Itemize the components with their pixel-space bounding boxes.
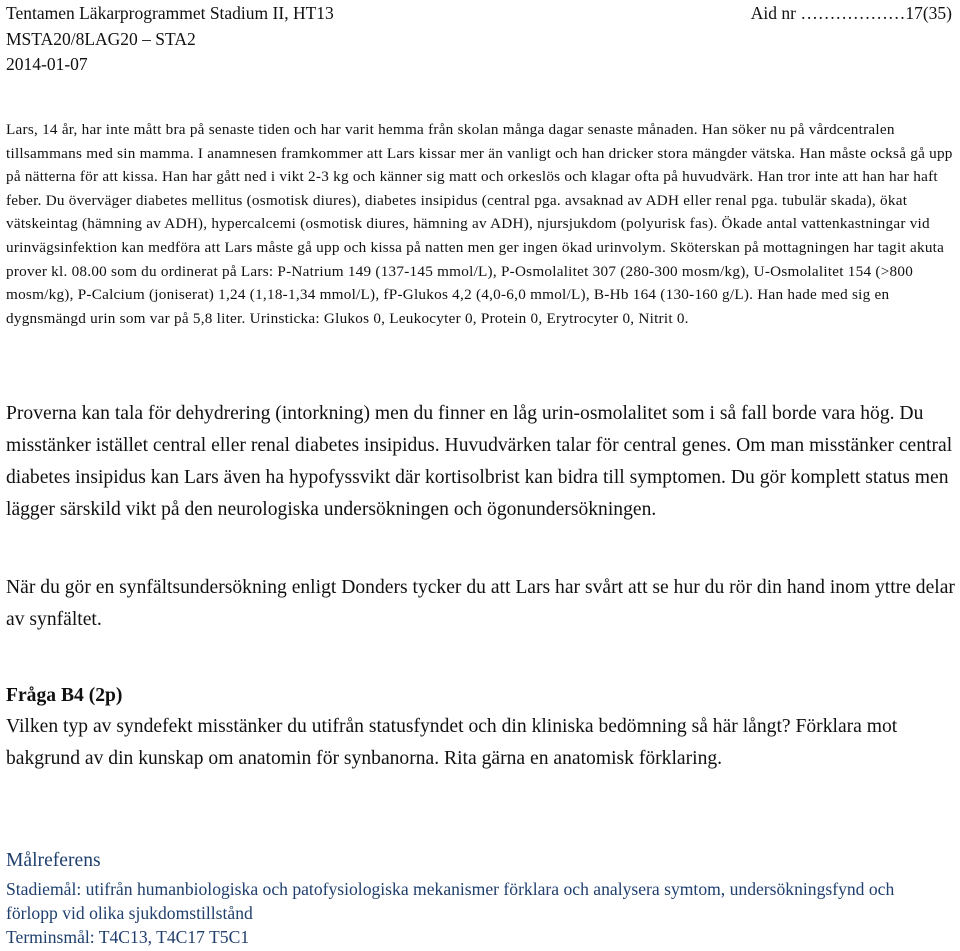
question-text: Vilken typ av syndefekt misstänker du utifrån statusfyndet och din kliniska bedömning så här långt? Förklara mot bakgrund av din kunskap om anatomin för synbanorna. Rita gärna en anatomisk förklaring. xyxy=(6,716,898,769)
goal-heading: Målreferens xyxy=(6,850,101,871)
paragraph-assessment: Proverna kan tala för dehydrering (intorkning) men du finner en låg urin-osmolalitet som i så fall borde vara hög. Du misstänker istället central eller renal diabetes insipidus. Huvudvärken talar för central genes. Om man misstänker central diabetes insipidus kan Lars även ha hypofyssvikt där kortisolbrist kan bidra till symptomen. Du gör komplett status men lägger särskild vikt på den neurologiska undersökningen och ögonundersökningen. xyxy=(6,403,953,520)
paragraph-visual-field: När du gör en synfältsundersökning enligt Donders tycker du att Lars har svårt att se hur du rör din hand inom yttre delar av synfältet. xyxy=(6,577,955,630)
exam-title: Tentamen Läkarprogrammet Stadium II, HT13 xyxy=(6,3,334,23)
termin-goal: Terminsmål: T4C13, T4C17 T5C1 xyxy=(6,927,250,947)
exam-date: 2014-01-07 xyxy=(6,54,88,74)
aid-number: Aid nr ………………17(35) xyxy=(750,3,952,23)
course-code: MSTA20/8LAG20 – STA2 xyxy=(6,29,196,49)
case-description: Lars, 14 år, har inte mått bra på senaste tiden och har varit hemma från skolan många dagar senaste månaden. Han söker nu på vårdcentralen tillsammans med sin mamma. I anamnesen framkommer att Lars kissar mer än vanligt och han dricker stora mängder vätska. Han måste också gå upp på nätterna för att kissa. Han har gått ned i vikt 2-3 kg och känner sig matt och orkeslös och klagar ofta på huvudvärk. Han tror inte att han har haft feber. Du överväger diabetes mellitus (osmotisk diures), diabetes insipidus (central pga. avsaknad av ADH eller renal pga. tubulär skada), ökat vätskeintag (hämning av ADH), hypercalcemi (osmotisk diures, hämning av ADH), njursjukdom (polyurisk fas). Ökade antal vattenkastningar vid urinvägsinfektion kan medföra att Lars måste gå upp och kissa på natten men ger ingen ökad urinvolym. Sköterskan på mottagningen har tagit akuta prover kl. 08.00 som du ordinerat på Lars: P-Natrium 149 (137-145 mmol/L), P-Osmolalitet 307 (280-300 mosm/kg), U-Osmolalitet 154 (>800 mosm/kg), P-Calcium (joniserat) 1,24 (1,18-1,34 mmol/L), fP-Glukos 4,2 (4,0-6,0 mmol/L), B-Hb 164 (130-160 g/L). Han hade med sig en dygnsmängd urin som var på 5,8 liter. Urinsticka: Glukos 0, Leukocyter 0, Protein 0, Erytrocyter 0, Nitrit 0. xyxy=(6,121,953,327)
question-title: Fråga B4 (2p) xyxy=(6,685,123,706)
stadie-goal: Stadiemål: utifrån humanbiologiska och patofysiologiska mekanismer förklara och analysera symtom, undersökningsfynd och förlopp vid olika sjukdomstillstånd xyxy=(6,879,895,923)
